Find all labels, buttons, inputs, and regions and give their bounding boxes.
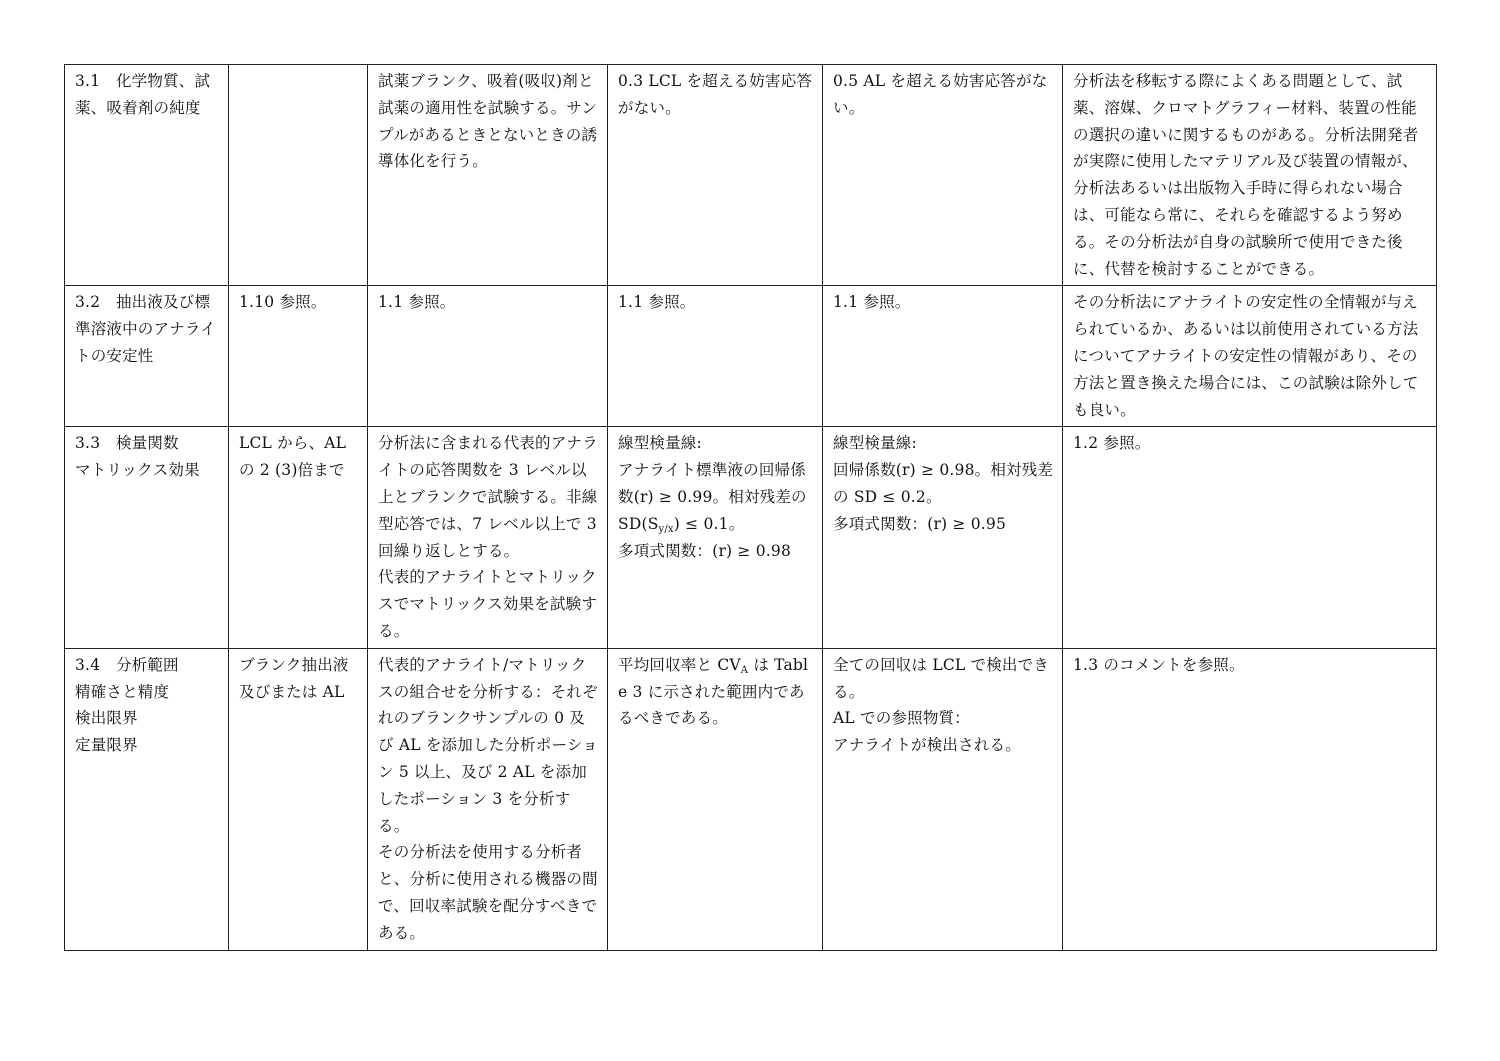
criteria-a-cell: 平均回収率と $CV_A$ は Table 3 に示された範囲内であるべきである。	[608, 648, 823, 950]
item-cell: 3.1 化学物質、試薬、吸着剤の純度	[65, 65, 229, 286]
method-cell: 分析法に含まれる代表的アナライトの応答関数を 3 レベル以上とブランクで試験する。非線型応答では、7 レベル以上で 3 回繰り返しとする。 代表的アナライトとマトリックスでマトリックス効果を試験する。	[368, 427, 608, 648]
item-cell: 3.2 抽出液及び標準溶液中のアナライトの安定性	[65, 286, 229, 427]
range-cell	[229, 65, 368, 286]
criteria-b-cell: 1.1 参照。	[823, 286, 1063, 427]
method-cell: 1.1 参照。	[368, 286, 608, 427]
validation-table	[64, 64, 1437, 951]
table-row	[65, 427, 1437, 648]
table-row	[65, 65, 1437, 286]
method-cell: 代表的アナライト/マトリックスの組合せを分析する：それぞれのブランクサンプルの 0 及び AL を添加した分析ポーション 5 以上、及び 2 AL を添加したポーション 3 を分析する。 その分析法を使用する分析者と、分析に使用される機器の間で、回収率試験を配分すべきである。	[368, 648, 608, 950]
range-cell: ブランク抽出液及びまたは AL	[229, 648, 368, 950]
item-cell: 3.3 検量関数 マトリックス効果	[65, 427, 229, 648]
range-cell: 1.10 参照。	[229, 286, 368, 427]
comment-cell: 分析法を移転する際によくある問題として、試薬、溶媒、クロマトグラフィー材料、装置の性能の選択の違いに関するものがある。分析法開発者が実際に使用したマテリアル及び装置の情報が、分析法あるいは出版物入手時に得られない場合は、可能なら常に、それらを確認するよう努める。その分析法が自身の試験所で使用できた後に、代替を検討することができる。	[1063, 65, 1437, 286]
comment-cell: 1.2 参照。	[1063, 427, 1437, 648]
item-cell: 3.4 分析範囲 精確さと精度 検出限界 定量限界	[65, 648, 229, 950]
criteria-b-cell: 線型検量線: 回帰係数(r) ≥ 0.98。相対残差の SD ≤ 0.2。 多項式関数：(r) ≥ 0.95	[823, 427, 1063, 648]
comment-cell: 1.3 のコメントを参照。	[1063, 648, 1437, 950]
criteria-a-cell: 線型検量線: アナライト標準液の回帰係数(r) ≥ 0.99。相対残差の $SD(S_{y/x}) \le 0.1$。 多項式関数：(r) ≥ 0.98	[608, 427, 823, 648]
table-row	[65, 648, 1437, 950]
table-row	[65, 286, 1437, 427]
criteria-b-cell: 0.5 AL を超える妨害応答がない。	[823, 65, 1063, 286]
range-cell: LCL から、AL の 2 (3)倍まで	[229, 427, 368, 648]
comment-cell: その分析法にアナライトの安定性の全情報が与えられているか、あるいは以前使用されている方法についてアナライトの安定性の情報があり、その方法と置き換えた場合には、この試験は除外しても良い。	[1063, 286, 1437, 427]
criteria-a-cell: 1.1 参照。	[608, 286, 823, 427]
criteria-a-cell: 0.3 LCL を超える妨害応答がない。	[608, 65, 823, 286]
criteria-b-cell: 全ての回収は LCL で検出できる。 AL での参照物質： アナライトが検出される。	[823, 648, 1063, 950]
method-cell: 試薬ブランク、吸着(吸収)剤と試薬の適用性を試験する。サンプルがあるときとないときの誘導体化を行う。	[368, 65, 608, 286]
